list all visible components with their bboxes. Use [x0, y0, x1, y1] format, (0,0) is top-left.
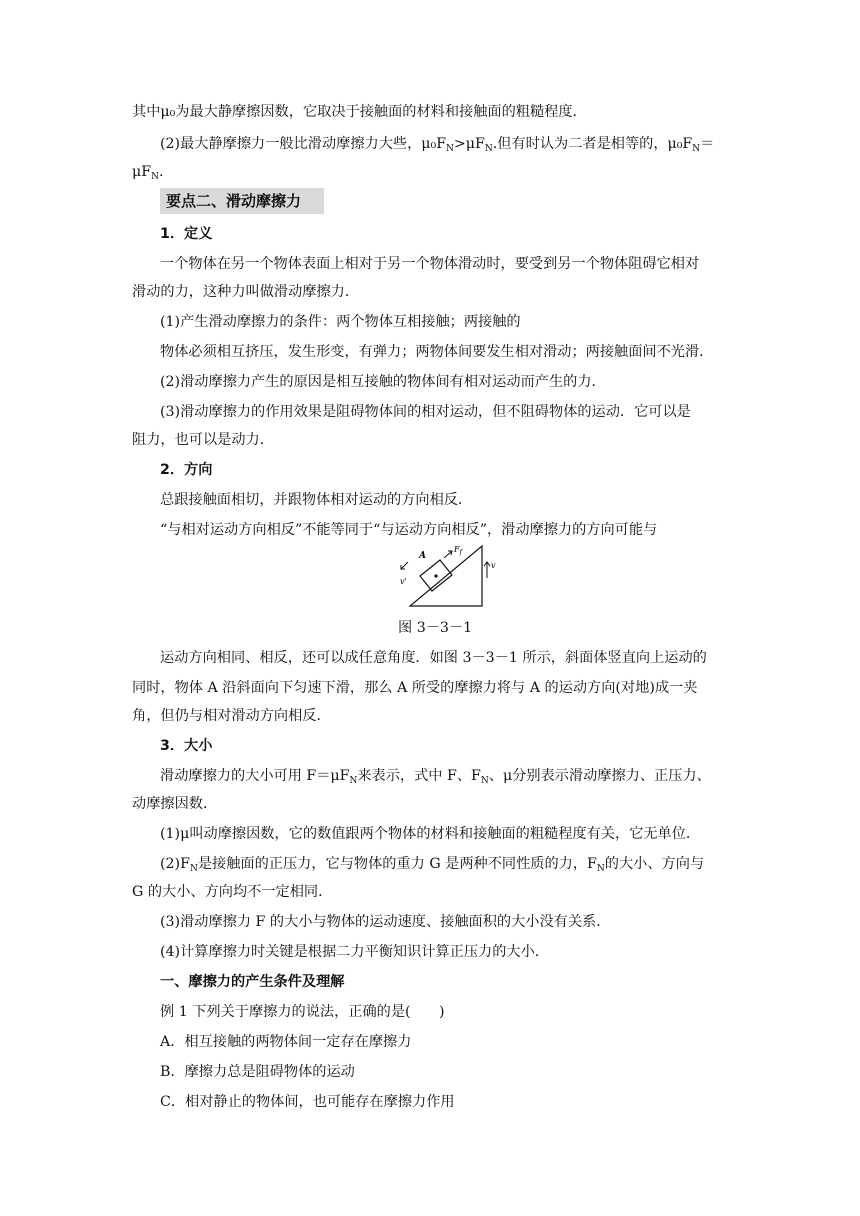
text-line: (4)计算摩擦力时关键是根据二力平衡知识计算正压力的大小．	[160, 944, 549, 960]
text-line: $(2)F_N$是接触面的正压力，它与物体的重力 G 是两种不同性质的力，$F_N$的大小、方向与	[160, 856, 705, 874]
example-question: 例 1 下列关于摩擦力的说法，正确的是( )	[160, 1004, 445, 1020]
option-a: A．相互接触的两物体间一定存在摩擦力	[160, 1034, 412, 1050]
label-a: A	[419, 551, 426, 561]
text-line: 滑动摩擦力的大小可用 $F=\mu F_N$来表示，式中 F、$F_N$、μ分别表示滑动摩擦力、正压力、	[160, 768, 711, 786]
section-title: 一、摩擦力的产生条件及理解	[160, 974, 345, 990]
text-line: 滑动的力，这种力叫做滑动摩擦力．	[132, 284, 360, 300]
text-line: (3)滑动摩擦力的作用效果是阻碍物体间的相对运动，但不阻碍物体的运动．它可以是	[160, 404, 691, 420]
option-c: C．相对静止的物体间，也可能存在摩擦力作用	[160, 1094, 455, 1110]
text-line: (3)滑动摩擦力 F 的大小与物体的运动速度、接触面积的大小没有关系．	[160, 914, 611, 930]
text-line: 角，但仍与相对滑动方向相反．	[132, 708, 331, 724]
text-line: (2)滑动摩擦力产生的原因是相互接触的物体间有相对运动而产生的力．	[160, 374, 606, 390]
section-heading-highlight	[160, 188, 324, 214]
text-line: 动摩擦因数．	[132, 796, 218, 812]
label-v: v	[491, 561, 496, 570]
text-line: (2)最大静摩擦力一般比滑动摩擦力大些，$\mu_0F_N>\mu F_N$.但有时认为二者是相等的，$\mu_0F_N=$	[160, 136, 715, 154]
incline-figure	[392, 544, 500, 608]
text-line: 运动方向相同、相反，还可以成任意角度．如图 3－3－1 所示，斜面体竖直向上运动的	[160, 650, 707, 666]
text-line: 一个物体在另一个物体表面上相对于另一个物体滑动时，要受到另一个物体阻碍它相对	[160, 256, 700, 272]
text-line: 总跟接触面相切，并跟物体相对运动的方向相反．	[160, 492, 473, 508]
text-line: 同时，物体 A 沿斜面向下匀速下滑，那么 A 所受的摩擦力将与 A 的运动方向(对地)成一夹	[132, 680, 698, 696]
figure-caption: 图 3－3－1	[398, 620, 473, 636]
section-heading: 要点二、滑动摩擦力	[166, 192, 302, 210]
subsection-title: 2．方向	[160, 462, 213, 478]
text-line: (1)μ叫动摩擦因数，它的数值跟两个物体的材料和接触面的粗糙程度有关，它无单位．	[160, 826, 701, 842]
label-v-prime: v'	[400, 577, 407, 586]
label-ff: $F_f$	[454, 545, 462, 556]
option-b: B．摩擦力总是阻碍物体的运动	[160, 1064, 355, 1080]
text-line: $\mu F_N$.	[132, 164, 164, 182]
subsection-title: 1．定义	[160, 226, 213, 242]
text-line: 其中μ₀为最大静摩擦因数，它取决于接触面的材料和接触面的粗糙程度．	[132, 104, 587, 120]
text-line: G 的大小、方向均不一定相同．	[132, 884, 333, 900]
text-line: “与相对运动方向相反”不能等同于“与运动方向相反”，滑动摩擦力的方向可能与	[160, 522, 658, 538]
text-line: (1)产生滑动摩擦力的条件：两个物体互相接触；两接触的	[160, 314, 521, 330]
subsection-title: 3．大小	[160, 738, 213, 754]
text-line: 物体必须相互挤压，发生形变，有弹力；两物体间要发生相对滑动；两接触面间不光滑．	[160, 344, 714, 360]
text-line: 阻力，也可以是动力．	[132, 432, 274, 448]
